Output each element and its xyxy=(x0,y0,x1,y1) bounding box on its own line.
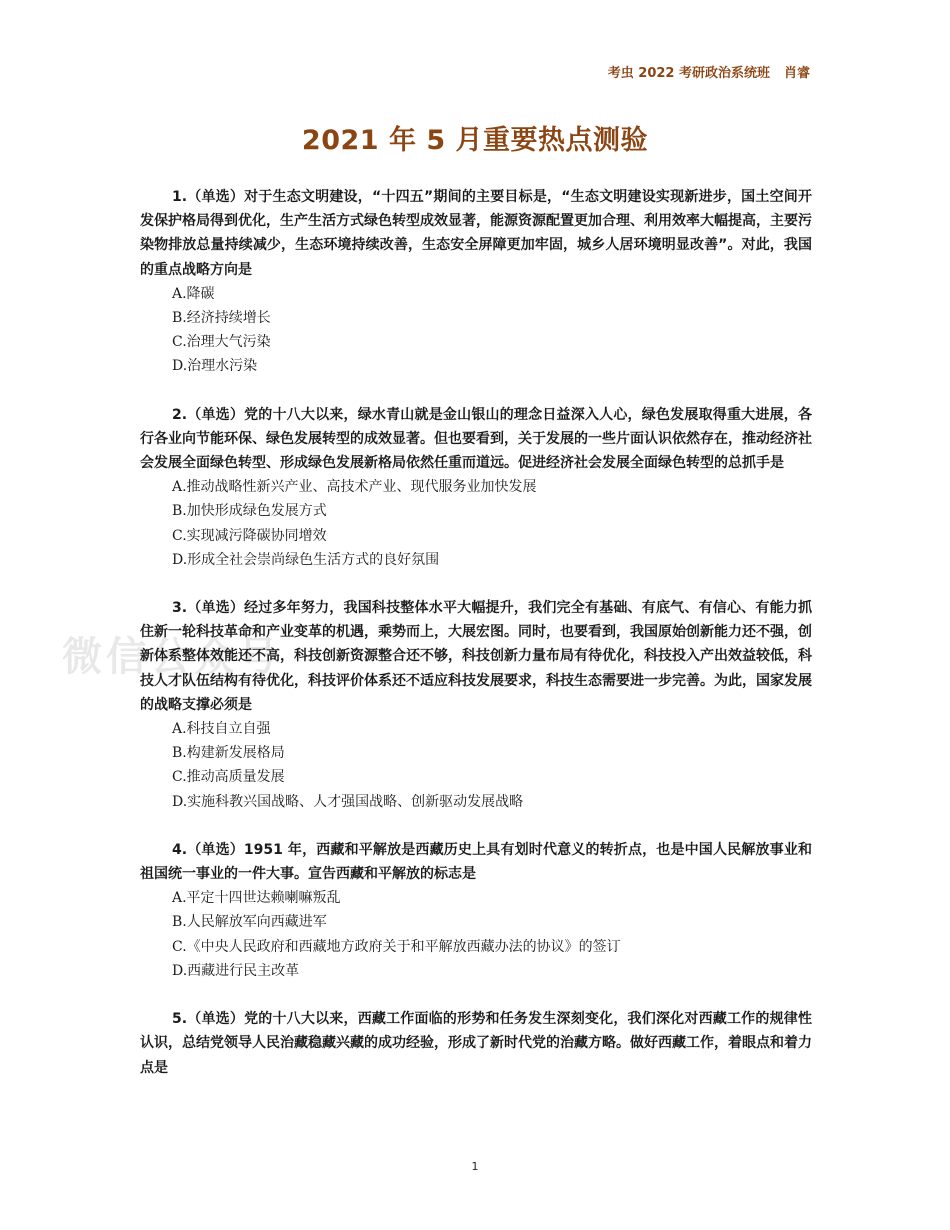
page-number: 1 xyxy=(471,1160,479,1173)
option-c: C.治理大气污染 xyxy=(172,334,271,351)
option-d: D.形成全社会崇尚绿色生活方式的良好氛围 xyxy=(172,551,440,568)
course-name: 考虫 2022 考研政治系统班 xyxy=(607,66,770,81)
page-header xyxy=(608,62,810,81)
question-stem: 2.（单选）党的十八大以来，绿水青山就是金山银山的理念日益深入人心，绿色发展取得重大进展，各行各业向节能环保、绿色发展转型的成效显著。但也要看到，关于发展的一些片面认识依然存在，推动经济社会发展全面绿色转型、形成绿色发展新格局依然任重而道远。促进经济社会发展全面绿色转型的总抓手是 xyxy=(140,406,812,472)
question-stem: 3.（单选）经过多年努力，我国科技整体水平大幅提升，我们完全有基础、有底气、有信心、有能力抓住新一轮科技革命和产业变革的机遇，乘势而上，大展宏图。同时，也要看到，我国原始创新能力还不强，创新体系整体效能还不高，科技创新资源整合还不够，科技创新力量布局有待优化，科技投入产出效益较低，科技人才队伍结构有待优化，科技评价体系还不适应科技发展要求，科技生态需要进一步完善。为此，国家发展的战略支撑必须是 xyxy=(140,600,812,713)
option-c: C.推动高质量发展 xyxy=(172,769,285,786)
question-stem: 5.（单选）党的十八大以来，西藏工作面临的形势和任务发生深刻变化，我们深化对西藏工作的规律性认识，总结党领导人民治藏稳藏兴藏的成功经验，形成了新时代党的治藏方略。做好西藏工作，着眼点和着力点是 xyxy=(140,1011,812,1076)
question-2 xyxy=(140,403,812,572)
option-list xyxy=(140,475,812,572)
option-c: C.实现减污降碳协同增效 xyxy=(172,527,327,544)
option-list xyxy=(140,282,812,379)
option-a: A.科技自立自强 xyxy=(172,721,271,738)
question-1 xyxy=(140,185,812,379)
author-name: 肖睿 xyxy=(783,66,810,81)
option-c: C.《中央人民政府和西藏地方政府关于和平解放西藏办法的协议》的签订 xyxy=(172,938,621,955)
option-d: D.西藏进行民主改革 xyxy=(172,962,300,979)
watermark: 微信公众号 xyxy=(62,634,282,680)
option-b: B.经济持续增长 xyxy=(172,310,271,327)
question-list xyxy=(140,185,812,1104)
option-b: B.加快形成绿色发展方式 xyxy=(172,503,327,520)
option-d: D.治理水污染 xyxy=(172,358,258,375)
option-a: A.平定十四世达赖喇嘛叛乱 xyxy=(172,890,341,907)
page-title: 2021 年 5 月重要热点测验 xyxy=(301,125,649,156)
option-b: B.构建新发展格局 xyxy=(172,745,285,762)
option-d: D.实施科教兴国战略、人才强国战略、创新驱动发展战略 xyxy=(172,793,524,810)
option-a: A.降碳 xyxy=(172,285,215,302)
option-list xyxy=(140,886,812,983)
option-b: B.人民解放军向西藏进军 xyxy=(172,914,327,931)
question-3 xyxy=(140,596,812,814)
option-a: A.推动战略性新兴产业、高技术产业、现代服务业加快发展 xyxy=(172,479,537,496)
option-list xyxy=(140,717,812,814)
question-stem: 1.（单选）对于生态文明建设，“十四五”期间的主要目标是，“生态文明建设实现新进步，国土空间开发保护格局得到优化，生产生活方式绿色转型成效显著，能源资源配置更加合理、利用效率大幅提高，主要污染物排放总量持续减少，生态环境持续改善，生态安全屏障更加牢固，城乡人居环境明显改善”。对此，我国的重点战略方向是 xyxy=(140,189,812,278)
question-stem: 4.（单选）1951 年，西藏和平解放是西藏历史上具有划时代意义的转折点，也是中国人民解放事业和祖国统一事业的一件大事。宣告西藏和平解放的标志是 xyxy=(140,841,812,883)
question-4 xyxy=(140,838,812,983)
question-5 xyxy=(140,1007,812,1080)
